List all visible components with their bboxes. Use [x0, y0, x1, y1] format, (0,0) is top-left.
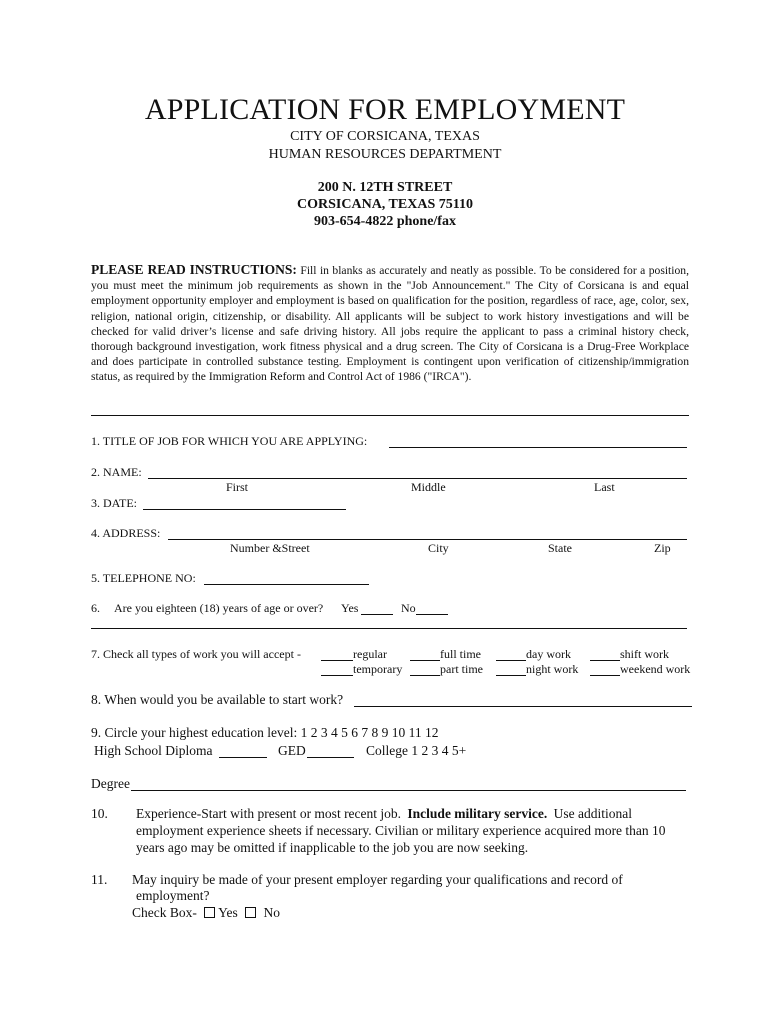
- section-divider: [91, 415, 689, 416]
- city-state-zip: CORSICANA, TEXAS 75110: [297, 197, 473, 212]
- q10-line1: [136, 806, 632, 822]
- work-part-time-label: part time: [440, 662, 483, 676]
- work-shift-work-field[interactable]: [590, 660, 620, 661]
- q7-label: 7. Check all types of work you will accept -: [91, 647, 301, 661]
- date-field[interactable]: [143, 509, 346, 510]
- work-regular-field[interactable]: [321, 660, 353, 661]
- q6-no-label: No: [401, 601, 416, 615]
- work-part-time-field[interactable]: [410, 675, 440, 676]
- address-zip-caption: Zip: [654, 541, 671, 555]
- instructions-heading: PLEASE READ INSTRUCTIONS:: [91, 262, 297, 277]
- q10-number: 10.: [91, 806, 108, 821]
- start-date-field[interactable]: [354, 706, 692, 707]
- degree-field[interactable]: [131, 790, 686, 791]
- q11-number: 11.: [91, 872, 108, 887]
- q11-line2: employment?: [136, 888, 210, 903]
- q6-no-field[interactable]: [416, 614, 448, 615]
- work-full-time-label: full time: [440, 647, 481, 661]
- q11-check-row: [132, 905, 280, 921]
- work-day-work-field[interactable]: [496, 660, 526, 661]
- phone-fax: 903-654-4822 phone/fax: [314, 214, 456, 229]
- address-state-caption: State: [548, 541, 572, 555]
- q9-college-label: College 1 2 3 4 5+: [366, 743, 467, 758]
- work-temporary-field[interactable]: [321, 675, 353, 676]
- q6-question: Are you eighteen (18) years of age or over?: [114, 601, 324, 615]
- q10-line1-b: Use additional: [553, 806, 633, 821]
- high-school-diploma-field[interactable]: [219, 757, 267, 758]
- q11-check-label: Check Box-: [132, 905, 197, 920]
- q10-line3: years ago may be omitted if inapplicable to the job you are now seeking.: [136, 840, 529, 855]
- page-title: APPLICATION FOR EMPLOYMENT: [144, 93, 626, 126]
- q10-line2: employment experience sheets if necessary. Civilian or military experience acquired more than 10: [136, 823, 666, 838]
- address-city-caption: City: [428, 541, 449, 555]
- address-street-caption: Number &Street: [230, 541, 310, 555]
- q2-label: 2. NAME:: [91, 465, 142, 479]
- telephone-field[interactable]: [204, 584, 369, 585]
- work-weekend-work-label: weekend work: [620, 662, 691, 676]
- street-address: 200 N. 12TH STREET: [317, 180, 453, 195]
- name-first-caption: First: [226, 480, 249, 494]
- ged-field[interactable]: [307, 757, 354, 758]
- q11-yes-label: Yes: [218, 905, 238, 920]
- work-weekend-work-field[interactable]: [590, 675, 620, 676]
- instructions-body: Fill in blanks as accurately and neatly as possible. To be considered for a position, you must meet the minimum job requirements as shown in the "Job Announcement." The City of Corsicana is and equal employment opportunity employer and employment is based on qualification for the position, regardless of race, age, color, sex, religion, national origin, citizenship, or disability. All applicants will be subject to work history investigations and will be checked for valid driver’s license and safe driving history. All jobs require the applicant to pass a criminal history check, thorough background investigation, work fitness physical and a drug screen. The City of Corsicana is a Drug-Free Workplace and does participate in controlled substance testing. Employment is contingent upon verification of citizenship/immigration status, as required by the Immigration Reform and Control Act of 1986 ("IRCA").: [91, 264, 689, 384]
- name-middle-caption: Middle: [411, 480, 446, 494]
- org-name: CITY OF CORSICANA, TEXAS: [290, 129, 480, 144]
- q3-label: 3. DATE:: [91, 496, 137, 510]
- q8-label: 8. When would you be available to start work?: [91, 692, 344, 707]
- q6-number: 6.: [91, 601, 100, 615]
- q11-line1: May inquiry be made of your present employer regarding your qualifications and record of: [132, 872, 623, 887]
- q4-label: 4. ADDRESS:: [91, 526, 161, 540]
- q1-label: 1. TITLE OF JOB FOR WHICH YOU ARE APPLYING:: [91, 434, 368, 448]
- degree-label: Degree: [91, 776, 130, 791]
- q6-yes-field[interactable]: [361, 614, 393, 615]
- q9-high-school-label: High School Diploma: [94, 743, 213, 758]
- q6-divider: [91, 628, 687, 629]
- work-night-work-label: night work: [526, 662, 579, 676]
- work-regular-label: regular: [353, 647, 387, 661]
- q9-ged-label: GED: [278, 743, 306, 758]
- q11-no-label: No: [263, 905, 281, 920]
- q9-label: 9. Circle your highest education level: 1 2 3 4 5 6 7 8 9 10 11 12: [91, 725, 439, 740]
- address-field[interactable]: [168, 539, 687, 540]
- department-name: HUMAN RESOURCES DEPARTMENT: [268, 147, 502, 162]
- work-day-work-label: day work: [526, 647, 571, 661]
- q6-yes-label: Yes: [341, 601, 359, 615]
- name-field[interactable]: [148, 478, 687, 479]
- name-last-caption: Last: [594, 480, 615, 494]
- work-temporary-label: temporary: [353, 662, 403, 676]
- q10-line1-bold: Include military service.: [407, 806, 548, 821]
- work-shift-work-label: shift work: [620, 647, 669, 661]
- q10-line1-a: Experience-Start with present or most recent job.: [136, 806, 402, 821]
- work-night-work-field[interactable]: [496, 675, 526, 676]
- work-full-time-field[interactable]: [410, 660, 440, 661]
- instructions-paragraph: [91, 262, 689, 385]
- q5-label: 5. TELEPHONE NO:: [91, 571, 196, 585]
- q11-yes-checkbox[interactable]: [204, 907, 215, 918]
- job-title-field[interactable]: [389, 447, 687, 448]
- q11-no-checkbox[interactable]: [245, 907, 256, 918]
